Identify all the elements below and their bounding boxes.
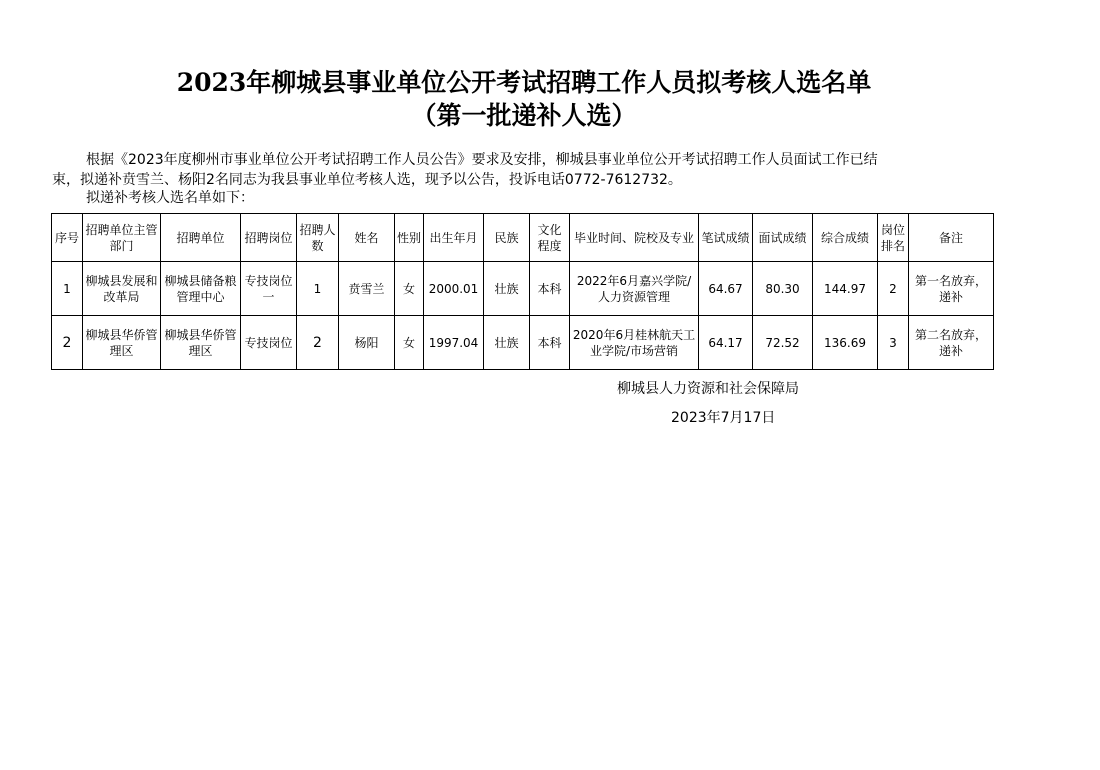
header-ethnicity: 民族 [484,214,530,262]
document-subtitle: （第一批递补人选） [411,101,637,130]
document-title: 2023年柳城县事业单位公开考试招聘工作人员拟考核人选名单 [176,68,872,97]
cell-education: 本科 [530,316,570,370]
issue-date: 2023年7月17日 [671,410,776,426]
cell-written-score: 64.67 [699,262,753,316]
header-rank: 岗位排名 [878,214,909,262]
header-name: 姓名 [339,214,395,262]
table-header-row [52,214,994,262]
intro-paragraph-line-1: 根据《2023年度柳州市事业单位公开考试招聘工作人员公告》要求及安排，柳城县事业单位公开考试招聘工作人员面试工作已结 [86,152,878,168]
cell-employer: 柳城县华侨管理区 [161,316,241,370]
cell-birth: 2000.01 [424,262,484,316]
header-birth: 出生年月 [424,214,484,262]
cell-name: 贲雪兰 [339,262,395,316]
cell-position: 专技岗位一 [241,262,297,316]
header-remarks: 备注 [909,214,994,262]
cell-total-score: 136.69 [813,316,878,370]
cell-birth: 1997.04 [424,316,484,370]
cell-headcount: 2 [297,316,339,370]
cell-employer: 柳城县储备粮管理中心 [161,262,241,316]
header-position: 招聘岗位 [241,214,297,262]
header-interview-score: 面试成绩 [753,214,813,262]
header-education: 文化程度 [530,214,570,262]
cell-remarks: 第一名放弃，递补 [909,262,994,316]
cell-total-score: 144.97 [813,262,878,316]
cell-remarks: 第二名放弃，递补 [909,316,994,370]
cell-ethnicity: 壮族 [484,316,530,370]
header-written-score: 笔试成绩 [699,214,753,262]
cell-name: 杨阳 [339,316,395,370]
cell-department: 柳城县华侨管理区 [83,316,161,370]
header-department: 招聘单位主管部门 [83,214,161,262]
header-employer: 招聘单位 [161,214,241,262]
candidate-table [51,213,994,370]
cell-graduation: 2022年6月嘉兴学院/人力资源管理 [570,262,699,316]
issuing-organization: 柳城县人力资源和社会保障局 [617,381,799,397]
table-row [52,316,994,370]
header-gender: 性别 [395,214,424,262]
cell-written-score: 64.17 [699,316,753,370]
cell-department: 柳城县发展和改革局 [83,262,161,316]
header-headcount: 招聘人数 [297,214,339,262]
intro-paragraph-line-2: 束，拟递补贲雪兰、杨阳2名同志为我县事业单位考核人选，现予以公告，投诉电话0772-7612732。 [52,172,682,188]
list-intro-text: 拟递补考核人选名单如下： [86,190,254,206]
table-row [52,262,994,316]
cell-ethnicity: 壮族 [484,262,530,316]
cell-seq: 2 [52,316,83,370]
cell-seq: 1 [52,262,83,316]
cell-rank: 2 [878,262,909,316]
header-total-score: 综合成绩 [813,214,878,262]
cell-gender: 女 [395,262,424,316]
header-graduation: 毕业时间、院校及专业 [570,214,699,262]
cell-position: 专技岗位 [241,316,297,370]
header-seq: 序号 [52,214,83,262]
cell-graduation: 2020年6月桂林航天工业学院/市场营销 [570,316,699,370]
cell-education: 本科 [530,262,570,316]
cell-interview-score: 80.30 [753,262,813,316]
cell-gender: 女 [395,316,424,370]
cell-headcount: 1 [297,262,339,316]
cell-interview-score: 72.52 [753,316,813,370]
cell-rank: 3 [878,316,909,370]
